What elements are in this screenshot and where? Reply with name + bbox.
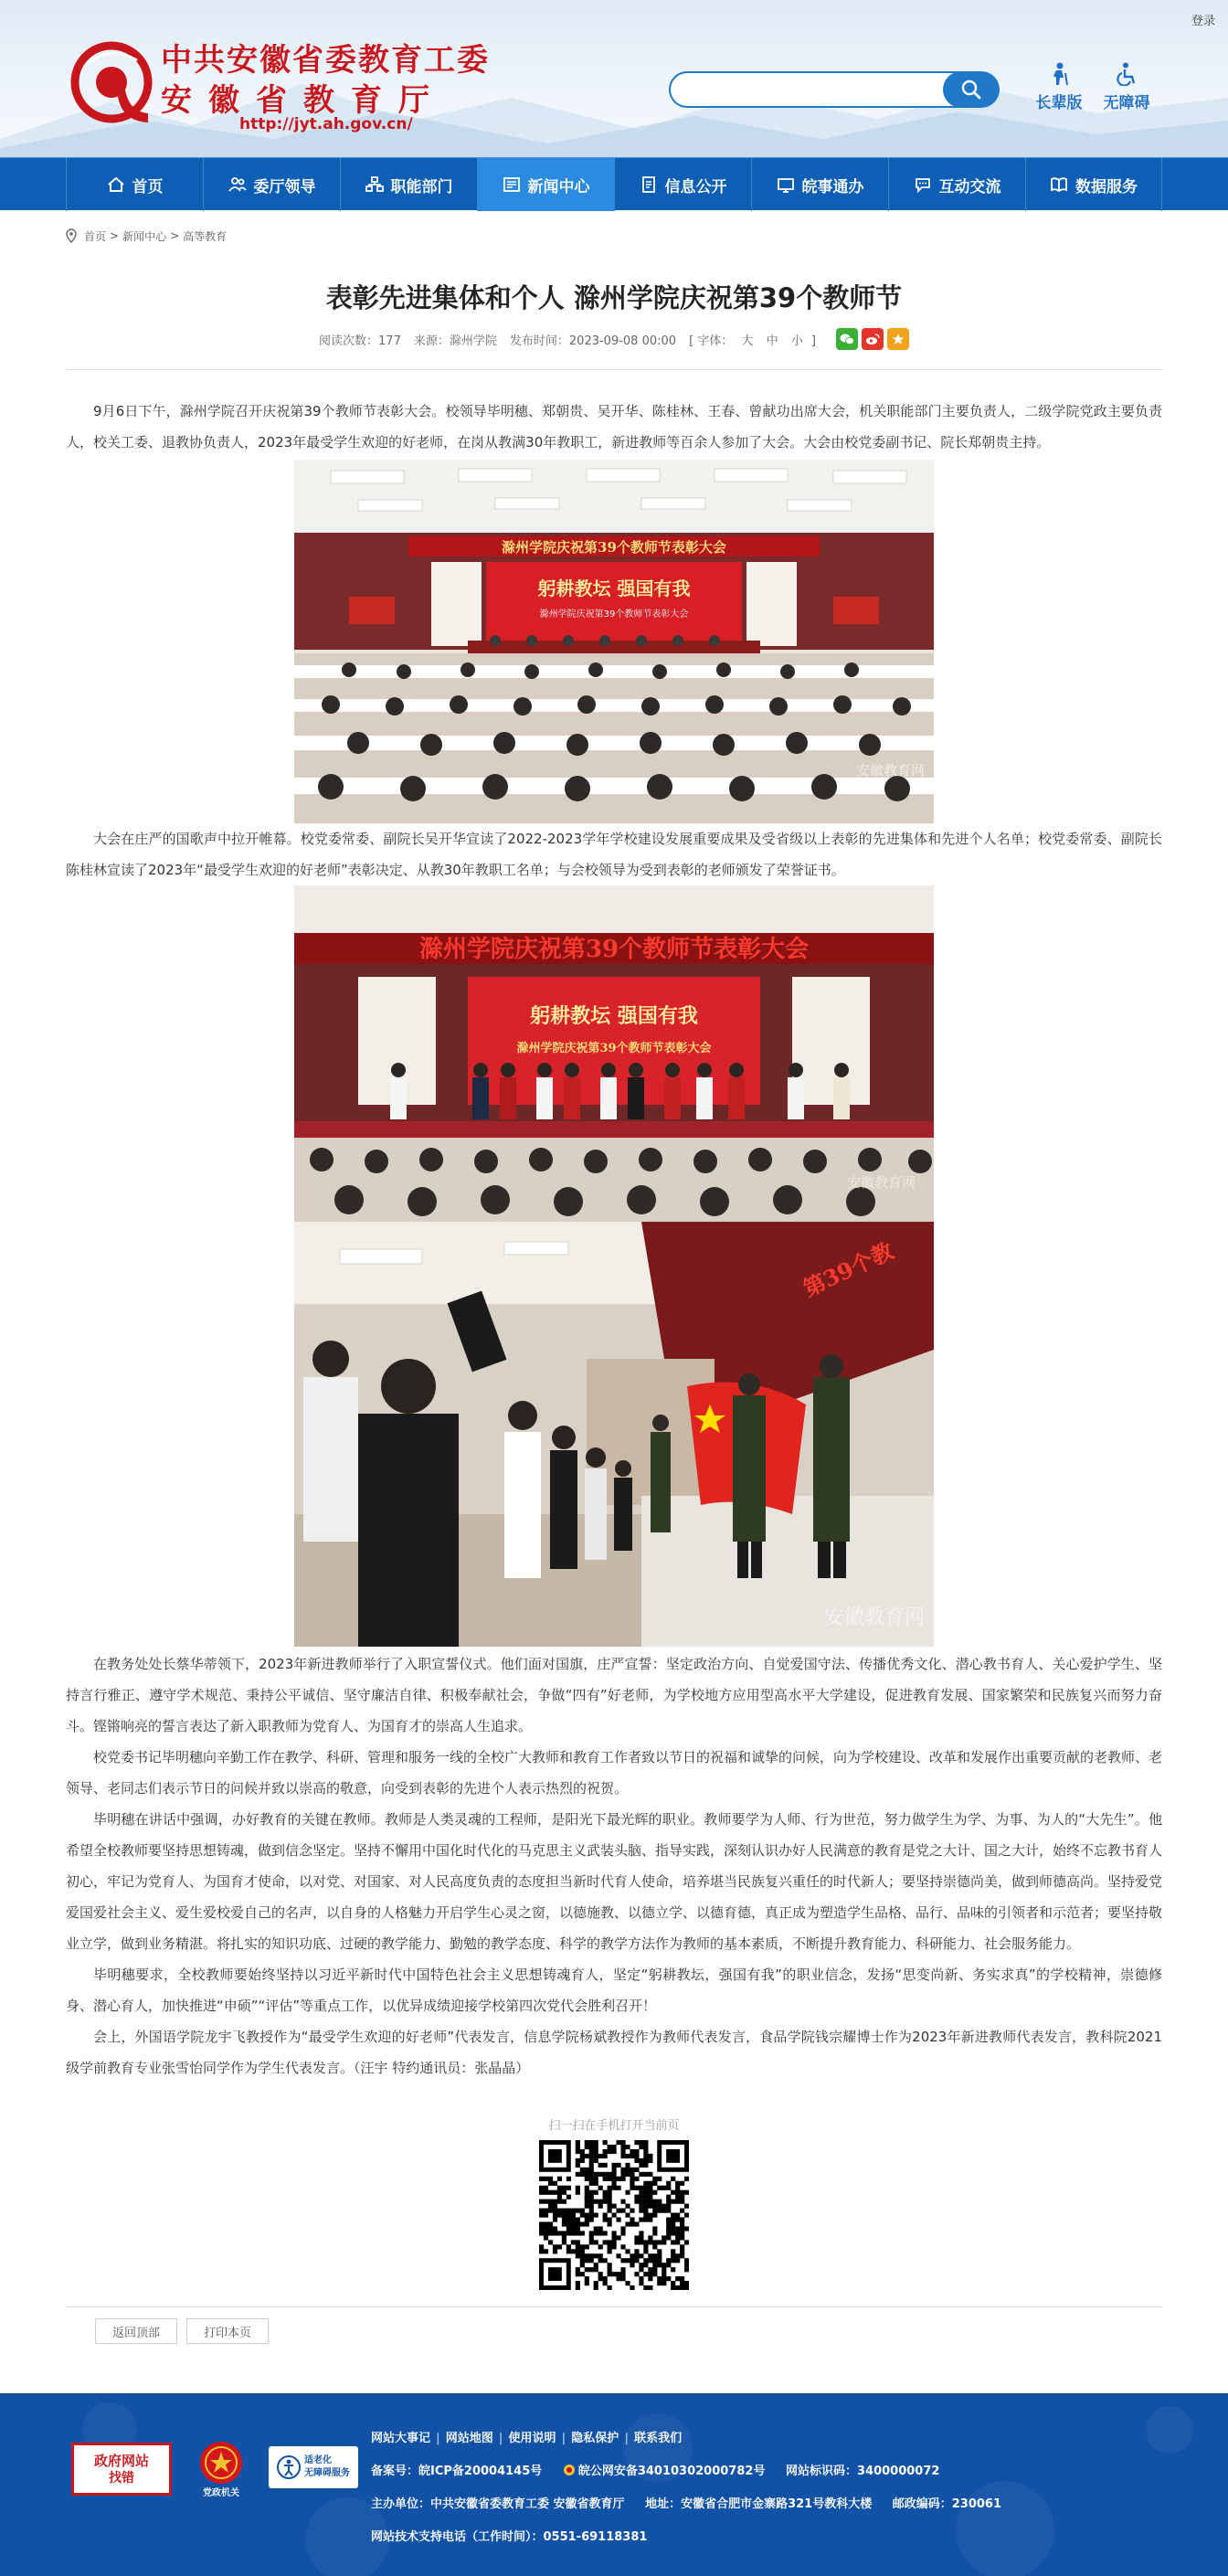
article-photo-meeting-hall xyxy=(294,460,934,823)
footer-link-separator: | xyxy=(498,2432,503,2445)
photo3-watermark: 安徽教育网 xyxy=(824,1606,926,1629)
oath-ceremony-image xyxy=(294,1222,934,1647)
site-header xyxy=(0,0,1228,157)
share-buttons xyxy=(836,328,909,350)
elder-icon xyxy=(1047,62,1071,86)
police-badge-icon xyxy=(563,2464,576,2476)
elderly-accessibility-icon xyxy=(277,2455,301,2479)
document-icon xyxy=(640,175,658,194)
article-paragraph: 校党委书记毕明穗向辛勤工作在教学、科研、管理和服务一线的全校广大教师和教育工作者致以节日的祝福和诚挚的问候，向为学校建设、改革和发展作出重要贡献的老教师、老领导、老同志们表示节日的问候并致以崇高的敬意，向受到表彰的先进个人表示热烈的祝贺。 xyxy=(66,1749,1163,1797)
news-icon xyxy=(503,175,521,194)
nav-item-wan-service[interactable] xyxy=(751,158,888,211)
nav-item-label: 皖事通办 xyxy=(801,177,864,196)
nav-item-label: 数据服务 xyxy=(1075,177,1138,196)
footer-link-separator: | xyxy=(436,2432,440,2445)
footer-registration-row xyxy=(371,2461,956,2478)
qr-code-image xyxy=(539,2140,689,2290)
view-count xyxy=(319,331,401,348)
print-page-button[interactable]: 打印本页 xyxy=(186,2318,269,2344)
font-size-large[interactable]: 大 xyxy=(741,334,754,348)
publish-date-label: 发布时间： xyxy=(509,334,569,348)
qr-caption: 扫一扫在手机打开当前页 xyxy=(548,2119,680,2133)
party-gov-badge[interactable] xyxy=(196,2439,247,2499)
postcode: 邮政编码：230061 xyxy=(892,2497,1002,2511)
search-button[interactable] xyxy=(943,71,1000,108)
search-icon xyxy=(961,80,981,100)
home-icon xyxy=(107,175,125,194)
star-icon xyxy=(892,333,905,345)
host-address: 地址：安徽省合肥市金寨路321号教科大楼 xyxy=(645,2497,873,2511)
nav-item-label: 新闻中心 xyxy=(527,177,590,196)
badge3-line1: 适老化 xyxy=(304,2455,332,2465)
photo1-banner-text: 滁州学院庆祝第39个教师节表彰大会 xyxy=(502,539,726,556)
site-logo[interactable] xyxy=(69,35,545,135)
award-stage-image xyxy=(294,885,934,1222)
footer-link[interactable]: 使用说明 xyxy=(508,2432,556,2445)
font-size-bracket: ] xyxy=(810,334,816,348)
footer-link-separator: | xyxy=(561,2432,566,2445)
host-unit: 主办单位：中共安徽省委教育工委 安徽省教育厅 xyxy=(371,2497,625,2511)
photo2-subtitle-text: 滁州学院庆祝第39个教师节表彰大会 xyxy=(516,1042,712,1055)
site-code: 网站标识码：3400000072 xyxy=(785,2465,940,2478)
badge1-line2: 找错 xyxy=(109,2471,134,2486)
article-source xyxy=(414,331,497,348)
footer-link[interactable]: 网站大事记 xyxy=(371,2432,431,2445)
nav-item-label: 首页 xyxy=(132,177,164,196)
nav-item-label: 信息公开 xyxy=(664,177,727,196)
footer-support-row xyxy=(371,2527,663,2544)
breadcrumb-home[interactable]: 首页 xyxy=(84,229,107,243)
view-count-label: 阅读次数： xyxy=(319,334,379,348)
font-size-small[interactable]: 小 xyxy=(790,334,803,348)
wheelchair-icon xyxy=(1115,62,1138,86)
nav-item-info-disclosure[interactable] xyxy=(614,158,751,211)
gov-site-error-report-badge[interactable] xyxy=(71,2443,172,2496)
nav-item-label: 职能部门 xyxy=(390,177,453,196)
org-icon xyxy=(365,175,384,194)
view-count-value: 177 xyxy=(378,334,401,348)
article-paragraph: 会上，外国语学院龙宇飞教授作为“最受学生欢迎的好老师”代表发言，信息学院杨斌教授作为教师代表发言，食品学院钱宗耀博士作为2023年新进教师代表发言，教科院2021级学前教育专业张雪怡同学作为学生代表发言。（汪宇 特约通讯员：张晶晶） xyxy=(66,2029,1162,2076)
font-size-label: [ 字体： xyxy=(689,334,734,348)
police-record[interactable] xyxy=(563,2465,769,2478)
photo1-watermark: 安徽教育网 xyxy=(856,762,926,779)
search-input[interactable] xyxy=(669,71,961,108)
article-photo-award-stage xyxy=(294,885,934,1222)
site-footer xyxy=(0,2393,1228,2576)
font-size-control xyxy=(689,331,816,348)
main-nav xyxy=(0,157,1228,210)
service-icon xyxy=(777,175,795,194)
accessibility-link[interactable] xyxy=(1095,62,1159,112)
font-size-medium[interactable]: 中 xyxy=(766,334,778,348)
weibo-icon xyxy=(865,333,880,345)
footer-links xyxy=(371,2428,687,2445)
source-label: 来源： xyxy=(413,334,450,348)
breadcrumb-separator: > xyxy=(110,229,120,242)
nav-item-label: 互动交流 xyxy=(938,177,1001,196)
photo3-banner-text: 第39个教 xyxy=(799,1236,898,1302)
footer-link[interactable]: 联系我们 xyxy=(634,2432,683,2445)
breadcrumb xyxy=(66,227,1162,245)
login-link[interactable]: 登录 xyxy=(1191,15,1215,28)
footer-link[interactable]: 网站地图 xyxy=(445,2432,493,2445)
accessibility-service-badge[interactable] xyxy=(269,2446,358,2488)
article-paragraph: 大会在庄严的国歌声中拉开帷幕。校党委常委、副院长吴开华宣读了2022-2023学年学校建设发展重要成果及受省级以上表彰的先进集体和先进个人名单；校党委常委、副院长陈桂林宣读了2023年“最受学生欢迎的好老师”表彰决定、从教30年教职工名单；与会校领导为受到表彰的老师颁发了荣誉证书。 xyxy=(66,831,1162,878)
badge2-label: 党政机关 xyxy=(203,2487,239,2498)
nav-item-interaction[interactable] xyxy=(888,158,1025,211)
nav-item-news-center[interactable] xyxy=(477,158,614,211)
photo1-subtitle-text: 滁州学院庆祝第39个教师节表彰大会 xyxy=(539,610,689,620)
search-box xyxy=(669,71,1000,108)
police-record-text: 皖公网安备34010302000782号 xyxy=(577,2465,766,2478)
article-photo-oath-ceremony xyxy=(294,1222,934,1647)
book-icon xyxy=(1050,175,1068,194)
article-content xyxy=(66,396,1162,2083)
nav-item-leaders[interactable] xyxy=(203,158,340,211)
article-paragraph: 在教务处处长蔡华蒂领下，2023年新进教师举行了入职宣誓仪式。他们面对国旗，庄严宣誓：坚定政治方向、自觉爱国守法、传播优秀文化、潜心教书育人、关心爱护学生、坚持言行雅正、遵守学术规范、秉持公平诚信、坚守廉洁自律、积极奉献社会，争做“四有”好老师，为学校地方应用型高水平大学建设，促进教育发展、国家繁荣和民族复兴而努力奋斗。铿锵响亮的誓言表达了新入职教师为党育人、为国育才的崇高人生追求。 xyxy=(66,1656,1162,1734)
photo2-banner-text: 滁州学院庆祝第39个教师节表彰大会 xyxy=(418,936,810,963)
accessibility-label: 无障碍 xyxy=(1103,94,1150,112)
photo1-slogan-text: 躬耕教坛 强国有我 xyxy=(537,578,691,599)
qr-section xyxy=(0,2116,1228,2290)
content-bottom-divider xyxy=(66,2306,1162,2307)
page-tools xyxy=(66,2318,1162,2346)
share-weibo-button[interactable] xyxy=(862,328,884,350)
share-wechat-button[interactable] xyxy=(836,328,858,350)
publish-date xyxy=(510,331,676,348)
badge3-line2: 无障碍服务 xyxy=(304,2468,350,2478)
breadcrumb-news[interactable]: 新闻中心 xyxy=(122,229,167,243)
wechat-icon xyxy=(840,333,854,345)
photo2-slogan-text: 躬耕教坛 强国有我 xyxy=(530,1004,698,1028)
article-paragraph: 9月6日下午，滁州学院召开庆祝第39个教师节表彰大会。校领导毕明穗、郑朝贵、吴开华、陈桂林、王春、曾献功出席大会，机关职能部门主要负责人，二级学院党政主要负责人，校关工委、退教协负责人，2023年最受学生欢迎的好老师，在岗从教满30年教职工，新进教师等百余人参加了大会。大会由校党委副书记、院长郑朝贵主持。 xyxy=(66,403,1162,451)
nav-item-data-service[interactable] xyxy=(1025,158,1162,211)
breadcrumb-separator: > xyxy=(170,229,180,242)
article-paragraph: 毕明穗要求，全校教师要始终坚持以习近平新时代中国特色社会主义思想铸魂育人，坚定“躬耕教坛，强国有我”的职业信念，发扬“思变尚新、务实求真”的学校精神，崇德修身、潜心育人，加快推进“申硕”“评估”等重点工作，以优异成绩迎接学校第四次党代会胜利召开！ xyxy=(66,1966,1162,2014)
article-paragraph: 毕明穗在讲话中强调，办好教育的关键在教师。教师是人类灵魂的工程师，是阳光下最光辉的职业。教师要学为人师、行为世范，努力做学生为学、为事、为人的“大先生”。他希望全校教师要坚持思想铸魂，做到信念坚定。坚持不懈用中国化时代化的马克思主义武装头脑、指导实践，深刻认识办好人民满意的教育是党之大计、国之大计，始终不忘教书育人初心，牢记为党育人、为国育才使命，以对党、对国家、对人民高度负责的态度担当新时代育人使命，培养堪当民族复兴重任的时代新人；要坚持崇德尚美，做到师德高尚。坚持爱党爱国爱社会主义、爱生爱校爱自己的名声，以自身的人格魅力开启学生心灵之窗，以德施教、以德立学、以德育德，真正成为塑造学生品格、品行、品味的引领者和示范者；要坚持敬业立学，做到业务精湛。将扎实的知识功底、过硬的教学能力、勤勉的教学态度、科学的教学方法作为教师的基本素质，不断提升教育能力、科研能力、社会服务能力。 xyxy=(66,1811,1163,1952)
nav-item-label: 委厅领导 xyxy=(253,177,316,196)
party-gov-emblem-icon xyxy=(199,2441,243,2485)
back-to-top-button[interactable]: 返回顶部 xyxy=(95,2318,177,2344)
publish-date-value: 2023-09-08 00:00 xyxy=(568,334,677,348)
chat-icon xyxy=(914,175,932,194)
nav-item-home[interactable] xyxy=(66,158,203,211)
footer-host-row xyxy=(371,2494,1018,2511)
logo-title-line2: 安徽省教育厅 xyxy=(161,82,446,119)
elder-mode-link[interactable] xyxy=(1027,62,1091,112)
article-title: 表彰先进集体和个人 滁州学院庆祝第39个教师节 xyxy=(325,282,903,313)
source-value: 滁州学院 xyxy=(449,334,497,348)
location-pin-icon xyxy=(66,228,77,243)
photo2-watermark: 安徽教育网 xyxy=(847,1174,916,1191)
breadcrumb-higher-education[interactable]: 高等教育 xyxy=(183,229,228,243)
education-emblem-icon xyxy=(69,40,154,124)
share-qzone-button[interactable] xyxy=(887,328,909,350)
article-meta xyxy=(0,325,1228,353)
leaders-icon xyxy=(228,175,247,194)
nav-item-departments[interactable] xyxy=(340,158,477,211)
tech-support: 网站技术支持电话（工作时间）：0551-69118381 xyxy=(371,2530,648,2544)
title-divider xyxy=(66,369,1162,370)
logo-title-line1: 中共安徽省委教育工委 xyxy=(161,42,490,79)
meeting-hall-image xyxy=(294,460,934,823)
logo-url: http://jyt.ah.gov.cn/ xyxy=(239,115,413,133)
footer-link-separator: | xyxy=(624,2432,630,2445)
elder-mode-label: 长辈版 xyxy=(1035,94,1083,112)
badge1-line1: 政府网站 xyxy=(93,2453,149,2469)
footer-link[interactable]: 隐私保护 xyxy=(571,2432,619,2445)
icp-number[interactable]: 备案号：皖ICP备20004145号 xyxy=(371,2465,543,2478)
